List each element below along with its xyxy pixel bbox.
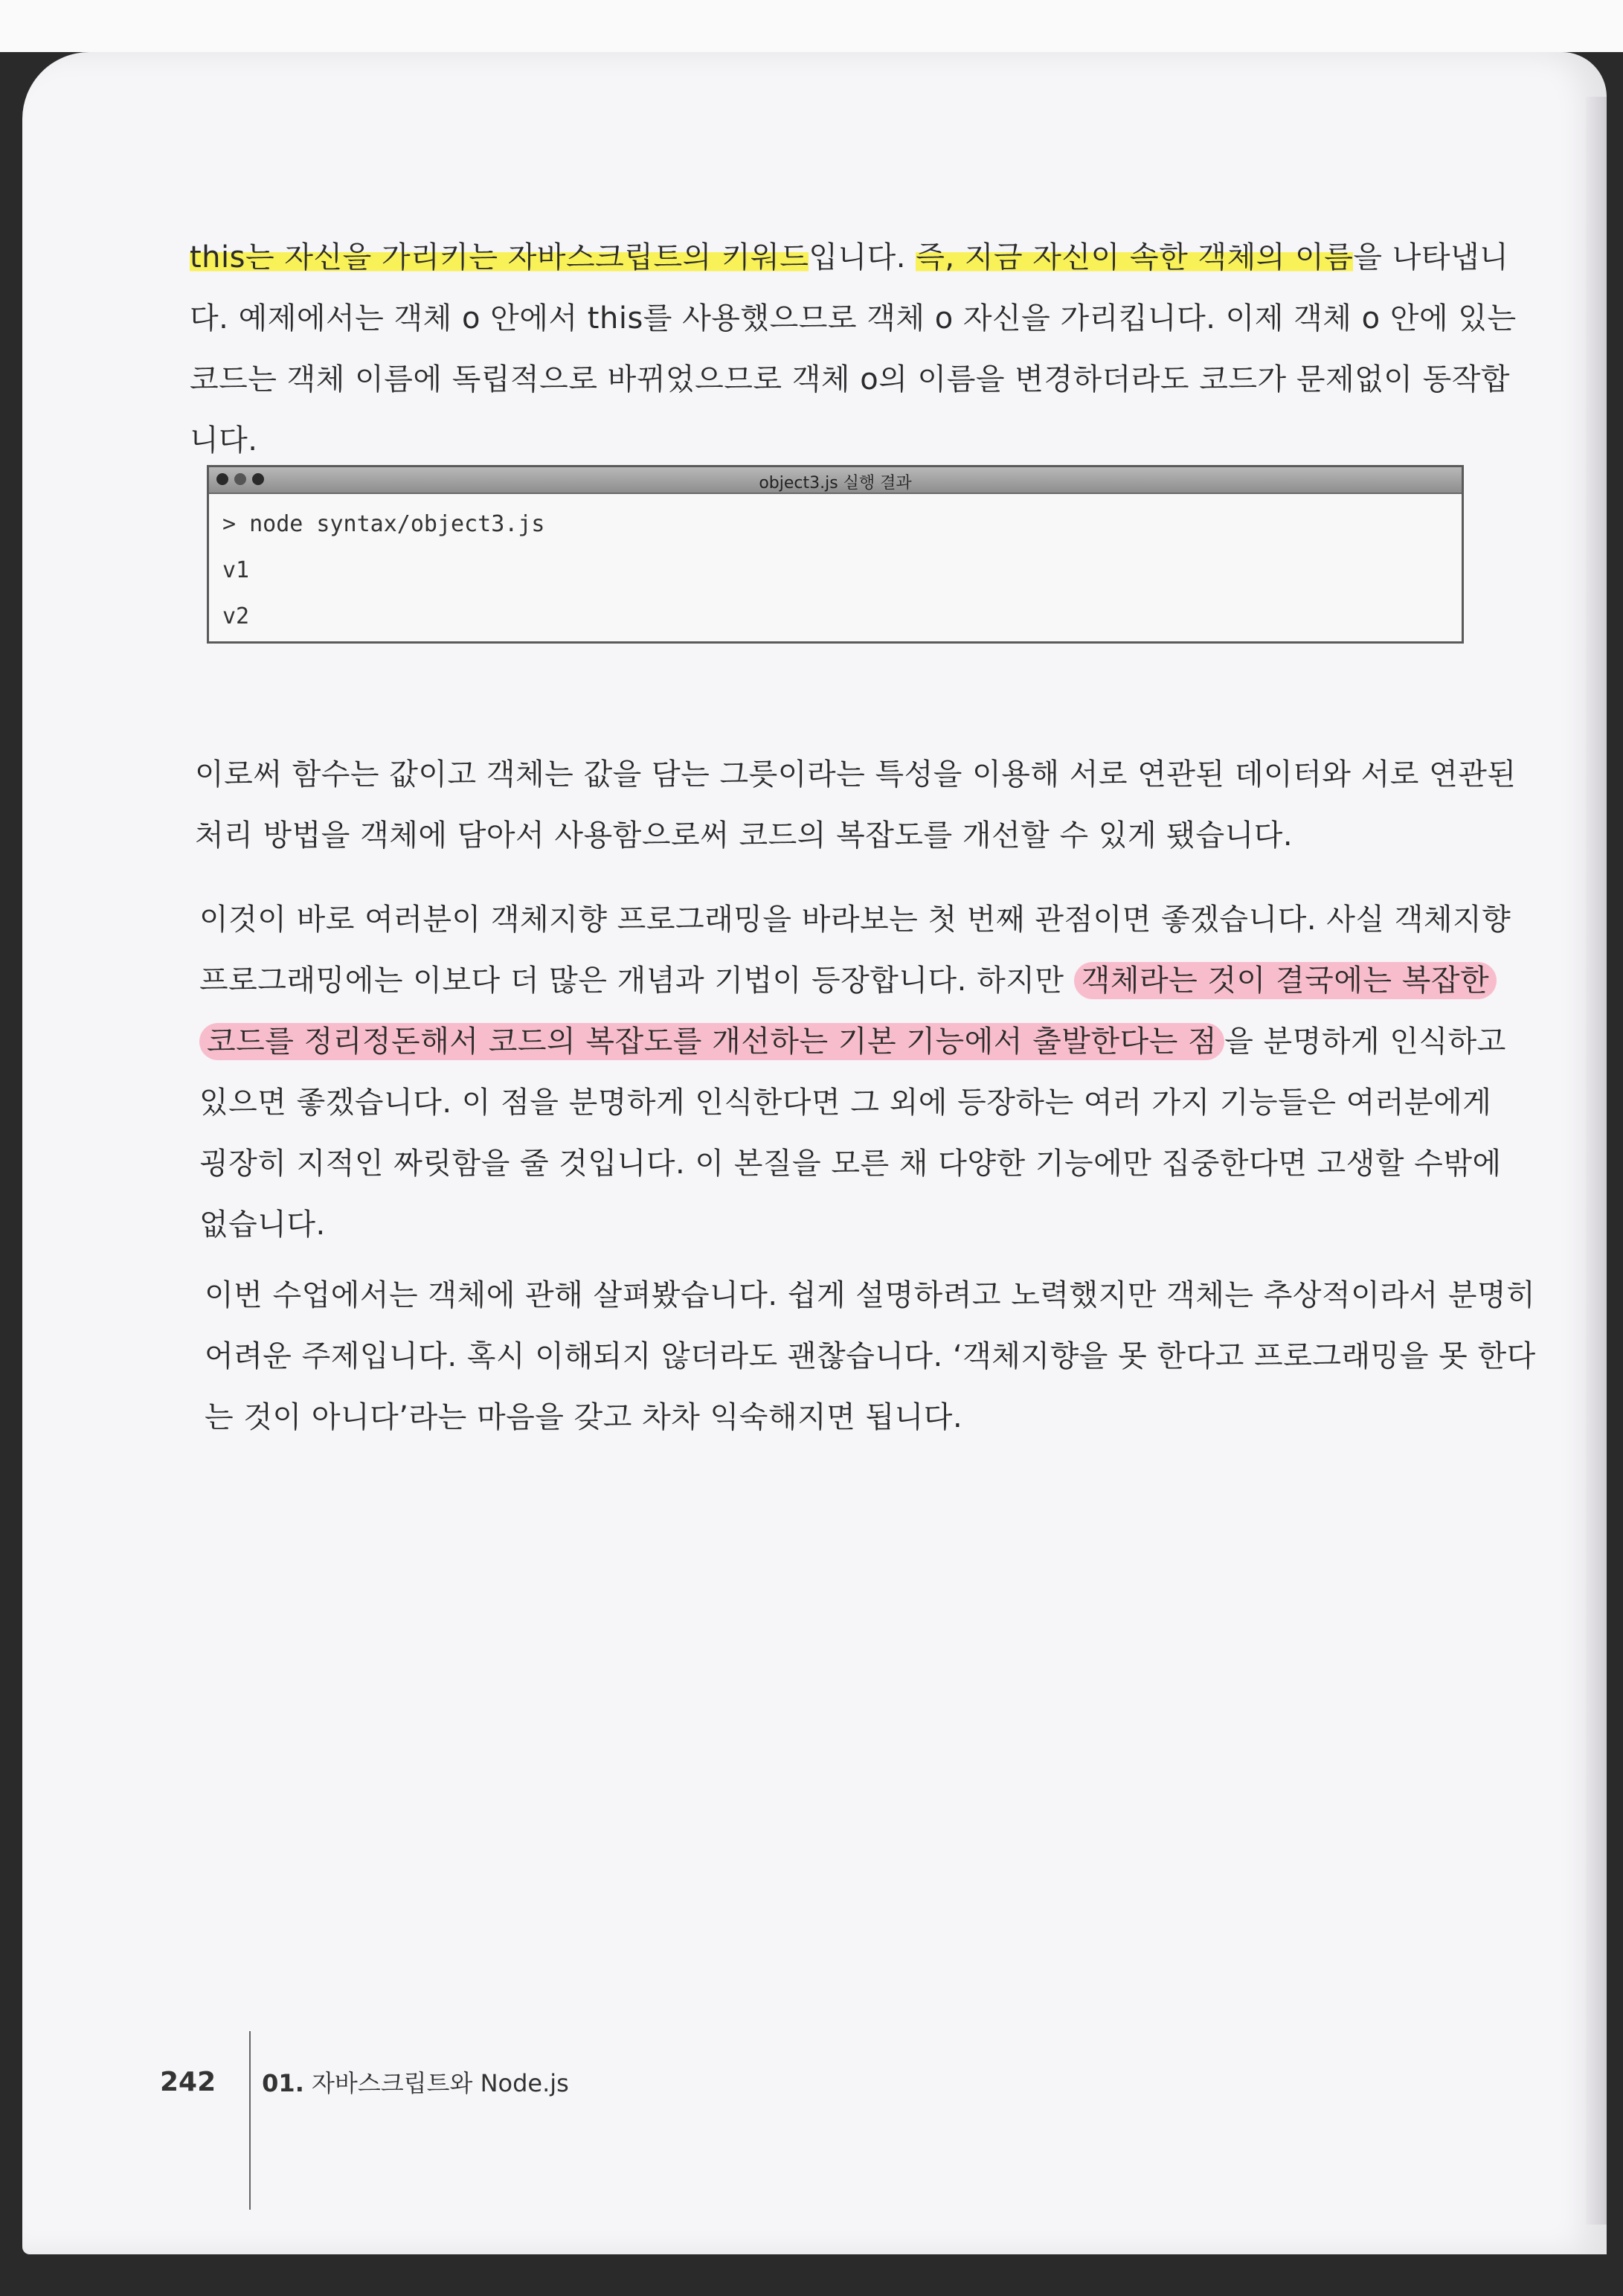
text-line: 이번 수업에서는 객체에 관해 살펴봤습니다. 쉽게 설명하려고 노력했지만 객체는 추상적이라서 분명히 — [205, 1278, 1536, 1312]
text-line: 니다. — [190, 423, 258, 458]
text-span: 을 나타냅니 — [1353, 240, 1509, 275]
page-edge — [1586, 97, 1607, 2225]
text-line: 는 것이 아니다’라는 마음을 갖고 차차 익숙해지면 됩니다. — [205, 1400, 963, 1434]
paragraph-summary — [205, 1265, 1536, 1448]
text-line: 없습니다. — [199, 1208, 326, 1242]
text-line — [199, 950, 1490, 1011]
chapter-name: 자바스크립트와 Node.js — [312, 2069, 569, 2097]
text-line: 다. 예제에서는 객체 o 안에서 this를 사용했으므로 객체 o 자신을 가리킵니다. 이제 객체 o 안에 있는 — [190, 301, 1517, 336]
terminal-command-line: > node syntax/object3.js — [222, 511, 545, 537]
terminal-titlebar — [209, 467, 1462, 494]
page-number: 242 — [160, 2066, 216, 2097]
highlighted-text: this는 자신을 가리키는 자바스크립트의 키워드 — [190, 240, 809, 275]
chapter-title — [262, 2065, 569, 2099]
text-span: 을 분명하게 인식하고 — [1224, 1024, 1506, 1059]
terminal-body — [209, 494, 1462, 640]
paragraph-function-object — [195, 744, 1517, 866]
text-span: 입니다. — [809, 240, 916, 275]
footer-divider — [249, 2031, 251, 2210]
text-line: 있으면 좋겠습니다. 이 점을 분명하게 인식한다면 그 외에 등장하는 여러 가지 기능들은 여러분에게 — [199, 1086, 1492, 1120]
text-line: 이로써 함수는 값이고 객체는 값을 담는 그릇이라는 특성을 이용해 서로 연관된 데이터와 서로 연관된 — [195, 757, 1517, 792]
text-line — [199, 1011, 1506, 1072]
text-line: 굉장히 지적인 짜릿함을 줄 것입니다. 이 본질을 모른 채 다양한 기능에만 집중한다면 고생할 수밖에 — [199, 1147, 1502, 1181]
text-line: 코드는 객체 이름에 독립적으로 바뀌었으므로 객체 o의 이름을 변경하더라도 코드가 문제없이 동작합 — [190, 362, 1511, 397]
terminal-title: object3.js 실행 결과 — [759, 474, 912, 493]
highlighted-text: 객체라는 것이 결국에는 복잡한 — [1074, 962, 1497, 999]
paragraph-this-keyword — [190, 227, 1517, 471]
page-footer — [160, 2065, 569, 2099]
paragraph-object-oriented — [199, 889, 1511, 1255]
terminal-output-line: v2 — [222, 603, 250, 629]
text-line: 어려운 주제입니다. 혹시 이해되지 않더라도 괜찮습니다. ‘객체지향을 못 한다고 프로그래밍을 못 한다 — [205, 1339, 1536, 1373]
highlighted-text: 코드를 정리정돈해서 코드의 복잡도를 개선하는 기본 기능에서 출발한다는 점 — [199, 1023, 1224, 1060]
text-span: 프로그래밍에는 이보다 더 많은 개념과 기법이 등장합니다. 하지만 — [199, 963, 1074, 998]
terminal-output-line: v1 — [222, 557, 250, 583]
text-line: 이것이 바로 여러분이 객체지향 프로그래밍을 바라보는 첫 번째 관점이면 좋겠습니다. 사실 객체지향 — [199, 902, 1511, 937]
text-line — [190, 227, 1509, 288]
highlighted-text: 즉, 지금 자신이 속한 객체의 이름 — [916, 240, 1354, 275]
background-strip — [0, 0, 1623, 52]
chapter-number: 01. — [262, 2069, 304, 2097]
text-line: 처리 방법을 객체에 담아서 사용함으로써 코드의 복잡도를 개선할 수 있게 됐습니다. — [195, 818, 1293, 853]
terminal-output-box — [207, 465, 1464, 644]
